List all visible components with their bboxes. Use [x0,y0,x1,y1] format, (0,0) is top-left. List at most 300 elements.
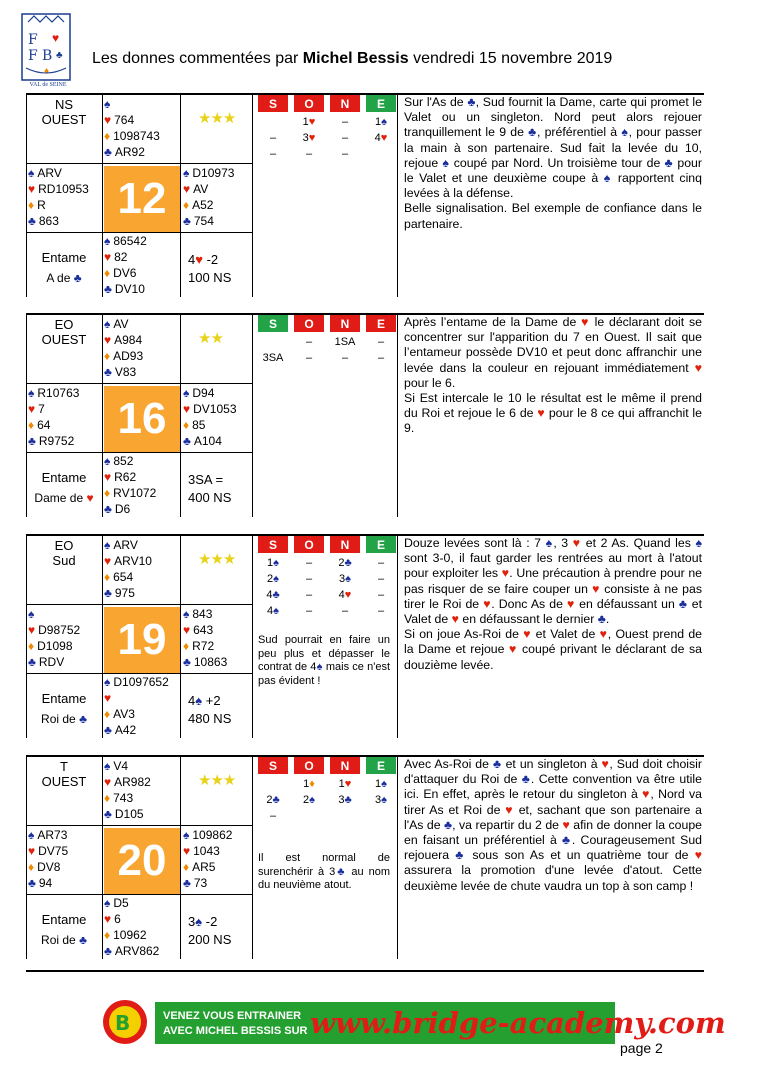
bid-cell: – [377,605,385,617]
cards: V4 [113,759,129,773]
divider [180,95,181,297]
cards: 86542 [113,234,147,248]
vulnerability: T [60,759,68,774]
h-suit-icon: ♥ [183,844,191,858]
vulnerability: EO [54,538,74,553]
logo-caption: VAL de SEINE [29,82,67,88]
deal-number: 12 [104,166,180,232]
h-suit-icon: ♥ [183,623,191,637]
h-suit-icon: ♥ [104,554,112,568]
cards: ARV862 [114,944,160,958]
bid-cell: 4♠ [267,605,279,617]
cards: A52 [192,198,214,212]
bid-cell: – [269,132,277,144]
divider [26,383,252,384]
bid-cell: – [305,573,313,585]
south-hand [104,234,147,298]
bid-cell: – [377,352,385,364]
divider [252,315,253,517]
north-hand-d [104,570,152,586]
d-suit-icon: ♦ [183,639,190,653]
bid-cell: – [377,336,385,348]
cards: 754 [193,214,214,228]
rating-stars: ★★★ [198,551,236,568]
bid-cell: – [341,148,349,160]
s-suit-icon: ♠ [104,234,111,248]
h-suit-icon: ♥ [28,844,36,858]
bid-cell: – [305,589,313,601]
east-hand [183,166,234,230]
page-title: Les donnes commentées par Michel Bessis vendredi 15 novembre 2019 [92,50,613,67]
h-suit-icon: ♥ [183,402,191,416]
west-hand-d [28,639,80,655]
cards: AD93 [113,349,144,363]
bid-cell: – [341,352,349,364]
bid-cell: 3♠ [375,794,387,806]
section-divider [26,970,704,972]
cards: 7 [38,402,45,416]
page-number: page 2 [620,1040,663,1056]
d-suit-icon: ♦ [104,707,111,721]
d-suit-icon: ♦ [28,198,35,212]
deal-block [26,536,704,748]
north-hand-c [104,807,151,823]
divider [26,452,252,453]
north-hand-s [104,759,151,775]
bid-cell: 3♣ [338,794,352,806]
bid-header-N: N [330,757,360,774]
d-suit-icon: ♦ [104,570,111,584]
svg-text:F: F [28,32,38,48]
cards: AV3 [113,707,135,721]
cards: R9752 [38,434,75,448]
south-hand-d [104,707,169,723]
divider [26,673,252,674]
section-divider [26,93,704,95]
east-hand-c [183,655,227,671]
south-hand [104,896,159,960]
cards: DV8 [37,860,61,874]
cards: 643 [193,623,214,637]
cards: A104 [193,434,222,448]
west-hand-d [28,198,89,214]
west-hand-s [28,166,89,182]
east-hand-d [183,860,232,876]
north-hand-c [104,365,143,381]
divider [26,825,252,826]
deal-number: 20 [104,828,180,894]
c-suit-icon: ♣ [104,502,112,516]
south-hand-s [104,234,147,250]
bid-header-O: O [294,536,324,553]
c-suit-icon: ♣ [104,145,112,159]
divider [252,536,253,738]
cards: D98752 [38,623,81,637]
cards: A984 [114,333,143,347]
divider [180,757,181,959]
divider [397,95,398,297]
west-hand [28,607,80,671]
cards: R10763 [37,386,80,400]
south-hand-c [104,944,159,960]
bid-header-O: O [294,757,324,774]
vulnerability: NS [54,97,74,112]
cards: DV75 [38,844,69,858]
c-suit-icon: ♣ [28,214,36,228]
bid-header-N: N [330,95,360,112]
bid-cell: 1♠ [375,778,387,790]
rating-stars: ★★★ [198,772,236,789]
s-suit-icon: ♠ [183,166,190,180]
s-suit-icon: ♠ [28,607,35,621]
west-hand-h [28,182,89,198]
east-hand-s [183,386,237,402]
north-hand-h [104,554,152,570]
bid-cell: 4♥ [338,589,352,601]
east-hand-c [183,876,232,892]
h-suit-icon: ♥ [104,113,112,127]
commentary: Sur l'As de ♣, Sud fournit la Dame, carte qui promet le Valet ou un singleton. Nord peut alors rejouer tranquillement le 9 de ♣, préférentiel à ♠, pour passer la main à son partenaire. Sud fait la levée du 10, rejoue ♠ coupé par Nord. Un troisième tour de ♣ pour le Valet et une deuxième coupe à ♠ rapportent cinq levées à la défense. Belle signalisation. Bel exemple de confiance dans le partenaire. [404,95,702,231]
cards: 64 [37,418,51,432]
lead-card: Dame de ♥ [34,491,94,505]
score: 200 NS [188,932,232,947]
south-hand-c [104,502,156,518]
cards: ARV [113,538,138,552]
bid-cell: 2♣ [266,794,280,806]
east-hand-h [183,844,232,860]
commentary: Après l’entame de la Dame de ♥ le déclarant doit se concentrer sur l'apparition du 7 en Ouest. Il sait que l’entameur possède DV10 et peut donc affranchir une levée dans la couleur en rejouant immédiatement ♥ pour le 6. Si Est intercale le 10 le résultat est le même il prend du Roi et rejoue le 6 de ♥ pour le 8 ce qui affranchit le 9. [404,315,703,436]
bid-header-O: O [294,315,324,332]
cards: AV [193,182,209,196]
south-hand-h [104,470,156,486]
south-hand [104,675,169,739]
vulnerability: EO [54,317,74,332]
bid-cell: – [269,810,277,822]
d-suit-icon: ♦ [104,266,111,280]
divider [26,894,252,895]
south-hand-s [104,454,156,470]
west-hand-c [28,655,80,671]
lead-card: Roi de ♣ [41,712,87,726]
banner-line2: AVEC MICHEL BESSIS SUR [163,1025,308,1037]
h-suit-icon: ♥ [104,333,112,347]
c-suit-icon: ♣ [28,655,36,669]
cards: AR5 [192,860,216,874]
bid-header-O: O [294,95,324,112]
east-hand-c [183,434,237,450]
cards: V83 [114,365,137,379]
score: 100 NS [188,270,232,285]
score: 480 NS [188,711,232,726]
bid-cell: 1SA [334,336,356,348]
south-hand-d [104,928,159,944]
section-divider [26,755,704,757]
bid-header-N: N [330,315,360,332]
c-suit-icon: ♣ [183,214,191,228]
c-suit-icon: ♣ [104,723,112,737]
divider [397,536,398,738]
bid-cell: – [305,352,313,364]
north-hand-d [104,349,143,365]
south-hand-s [104,675,169,691]
score: 400 NS [188,490,232,505]
bid-cell: – [377,589,385,601]
cards: DV1053 [193,402,237,416]
east-hand-d [183,418,237,434]
cards: R [37,198,46,212]
bid-header-S: S [258,315,288,332]
author-name: Michel Bessis [302,50,409,67]
west-hand-c [28,434,79,450]
north-hand-h [104,113,160,129]
west-hand [28,828,68,892]
divider [252,95,253,297]
h-suit-icon: ♥ [28,182,36,196]
h-suit-icon: ♥ [104,912,112,926]
east-hand [183,828,232,892]
bidding-note: Sud pourrait en faire un peu plus et dépasser le contrat de 4♠ mais ce n'est pas évident ! [258,634,391,687]
east-hand [183,386,237,450]
bid-header-S: S [258,95,288,112]
s-suit-icon: ♠ [183,607,190,621]
s-suit-icon: ♠ [104,97,111,111]
banner-site: www.bridge-academy.com [310,1006,726,1040]
cards: 94 [38,876,53,890]
lead-label: Entame [41,470,87,485]
east-hand-h [183,402,237,418]
bid-cell: 3♥ [302,132,316,144]
cards: 6 [114,912,121,926]
divider [397,757,398,959]
h-suit-icon: ♥ [104,691,112,705]
bid-cell: 1♦ [303,778,315,790]
cards: AR92 [114,145,145,159]
divider [102,536,103,738]
bid-cell: 2♠ [303,794,315,806]
south-hand [104,454,156,518]
c-suit-icon: ♣ [104,944,112,958]
divider [252,757,253,959]
dealer: OUEST [41,774,87,789]
cards: 10863 [193,655,228,669]
north-hand [104,317,143,381]
d-suit-icon: ♦ [104,349,111,363]
cards: AV [113,317,129,331]
bid-cell: – [377,573,385,585]
bid-cell: – [269,148,277,160]
c-suit-icon: ♣ [183,655,191,669]
north-hand-d [104,129,160,145]
bid-cell: – [305,148,313,160]
north-hand [104,759,151,823]
h-suit-icon: ♥ [183,182,191,196]
bid-cell: 4♣ [266,589,280,601]
east-hand-h [183,623,227,639]
west-hand-h [28,844,68,860]
bid-header-S: S [258,536,288,553]
south-hand-c [104,723,169,739]
svg-text:B: B [42,48,53,64]
south-hand-h [104,250,147,266]
deal-number: 16 [104,386,180,452]
bid-header-S: S [258,757,288,774]
cards: D105 [114,807,144,821]
c-suit-icon: ♣ [104,365,112,379]
c-suit-icon: ♣ [183,876,191,890]
cards: 1043 [193,844,220,858]
svg-text:♦: ♦ [44,66,50,77]
south-hand-c [104,282,147,298]
d-suit-icon: ♦ [104,129,111,143]
north-hand-d [104,791,151,807]
west-hand-d [28,860,68,876]
d-suit-icon: ♦ [183,860,190,874]
south-hand-d [104,266,147,282]
south-hand-h [104,912,159,928]
north-hand-h [104,333,143,349]
banner-line1: VENEZ VOUS ENTRAINER [163,1010,302,1022]
cards: D94 [192,386,215,400]
cards: R72 [192,639,215,653]
south-hand-h [104,691,169,707]
bid-cell: 2♠ [267,573,279,585]
cards: A42 [114,723,137,737]
cards: 85 [192,418,206,432]
bid-cell: – [341,132,349,144]
cards: RDV [38,655,65,669]
cards: 1098743 [113,129,160,143]
divider [102,757,103,959]
north-hand-c [104,145,160,161]
cards: D10973 [192,166,235,180]
bid-cell: 1♠ [267,557,279,569]
west-hand-c [28,876,68,892]
dealer: OUEST [41,112,87,127]
lead-label: Entame [41,691,87,706]
west-hand-s [28,386,79,402]
d-suit-icon: ♦ [28,639,35,653]
cards: D5 [113,896,129,910]
s-suit-icon: ♠ [28,166,35,180]
bidding-note: Il est normal de surenchérir à 3♣ au nom du neuvième atout. [258,852,391,891]
s-suit-icon: ♠ [104,317,111,331]
cards: 852 [113,454,134,468]
svg-text:♣: ♣ [56,50,63,61]
bid-cell: 2♣ [338,557,352,569]
svg-text:♥: ♥ [52,31,60,45]
divider [26,232,252,233]
c-suit-icon: ♣ [104,282,112,296]
divider [102,95,103,297]
dealer: OUEST [41,332,87,347]
bid-cell: – [305,605,313,617]
south-hand-d [104,486,156,502]
east-hand-s [183,166,234,182]
cards: 82 [114,250,128,264]
cards: 743 [113,791,134,805]
s-suit-icon: ♠ [183,828,190,842]
south-hand-s [104,896,159,912]
cards: D6 [114,502,131,516]
c-suit-icon: ♣ [104,586,112,600]
cards: ARV10 [114,554,152,568]
rating-stars: ★★ [198,330,223,347]
c-suit-icon: ♣ [104,807,112,821]
west-hand-s [28,607,80,623]
bid-cell: 1♥ [302,116,316,128]
east-hand-s [183,607,227,623]
cards: R62 [114,470,137,484]
cards: 764 [114,113,135,127]
east-hand-d [183,198,234,214]
d-suit-icon: ♦ [183,418,190,432]
bid-cell: 3SA [262,352,284,364]
contract: 4♠ +2 [188,693,221,708]
cards: RV1072 [113,486,157,500]
bid-cell: – [305,557,313,569]
dealer: Sud [52,553,76,568]
west-hand [28,386,79,450]
cards: D1098 [37,639,73,653]
west-hand-h [28,623,80,639]
section-divider [26,534,704,536]
deal-number: 19 [104,607,180,673]
s-suit-icon: ♠ [104,454,111,468]
s-suit-icon: ♠ [104,538,111,552]
cards: 975 [114,586,135,600]
section-divider [26,313,704,315]
lead-card: A de ♣ [46,271,82,285]
divider [180,536,181,738]
svg-text:B: B [115,1011,131,1035]
cards: 10962 [113,928,147,942]
cards: 654 [113,570,134,584]
bid-cell: – [341,605,349,617]
north-hand [104,97,160,161]
d-suit-icon: ♦ [104,791,111,805]
west-hand-d [28,418,79,434]
north-hand-c [104,586,152,602]
north-hand-h [104,775,151,791]
ffb-logo [20,12,72,82]
lead-label: Entame [41,250,87,265]
svg-text:F: F [28,48,38,64]
h-suit-icon: ♥ [104,250,112,264]
bid-header-E: E [366,315,396,332]
s-suit-icon: ♠ [104,896,111,910]
divider [397,315,398,517]
east-hand-s [183,828,232,844]
c-suit-icon: ♣ [28,434,36,448]
cards: RD10953 [38,182,89,196]
lead-card: Roi de ♣ [41,933,87,947]
contract: 3SA = [188,472,224,487]
h-suit-icon: ♥ [104,775,112,789]
s-suit-icon: ♠ [28,828,35,842]
bid-header-E: E [366,536,396,553]
bid-cell: – [305,336,313,348]
commentary: Douze levées sont là : 7 ♠, 3 ♥ et 2 As. Quand les ♠ sont 3-0, il faut garder les rentrées au mort à l'atout pour exploiter les ♥. Une précaution à prendre pour ne pas risquer de se faire couper un ♥ consiste à ne pas tirer le Roi de ♥. Donc As de ♥ en défaussant un ♣ et Valet de ♥ en défaussant le dernier ♣. Si on joue As-Roi de ♥ et Valet de ♥, Ouest prend de la Dame et rejoue ♥ coupé privant le déclarant de sa douzième levée. [404,536,702,672]
cards: 843 [192,607,213,621]
d-suit-icon: ♦ [104,928,111,942]
deal-block [26,315,704,527]
cards: 109862 [192,828,233,842]
east-hand-d [183,639,227,655]
bid-cell: 3♠ [339,573,351,585]
bid-header-E: E [366,757,396,774]
east-hand-h [183,182,234,198]
cards: DV6 [113,266,137,280]
